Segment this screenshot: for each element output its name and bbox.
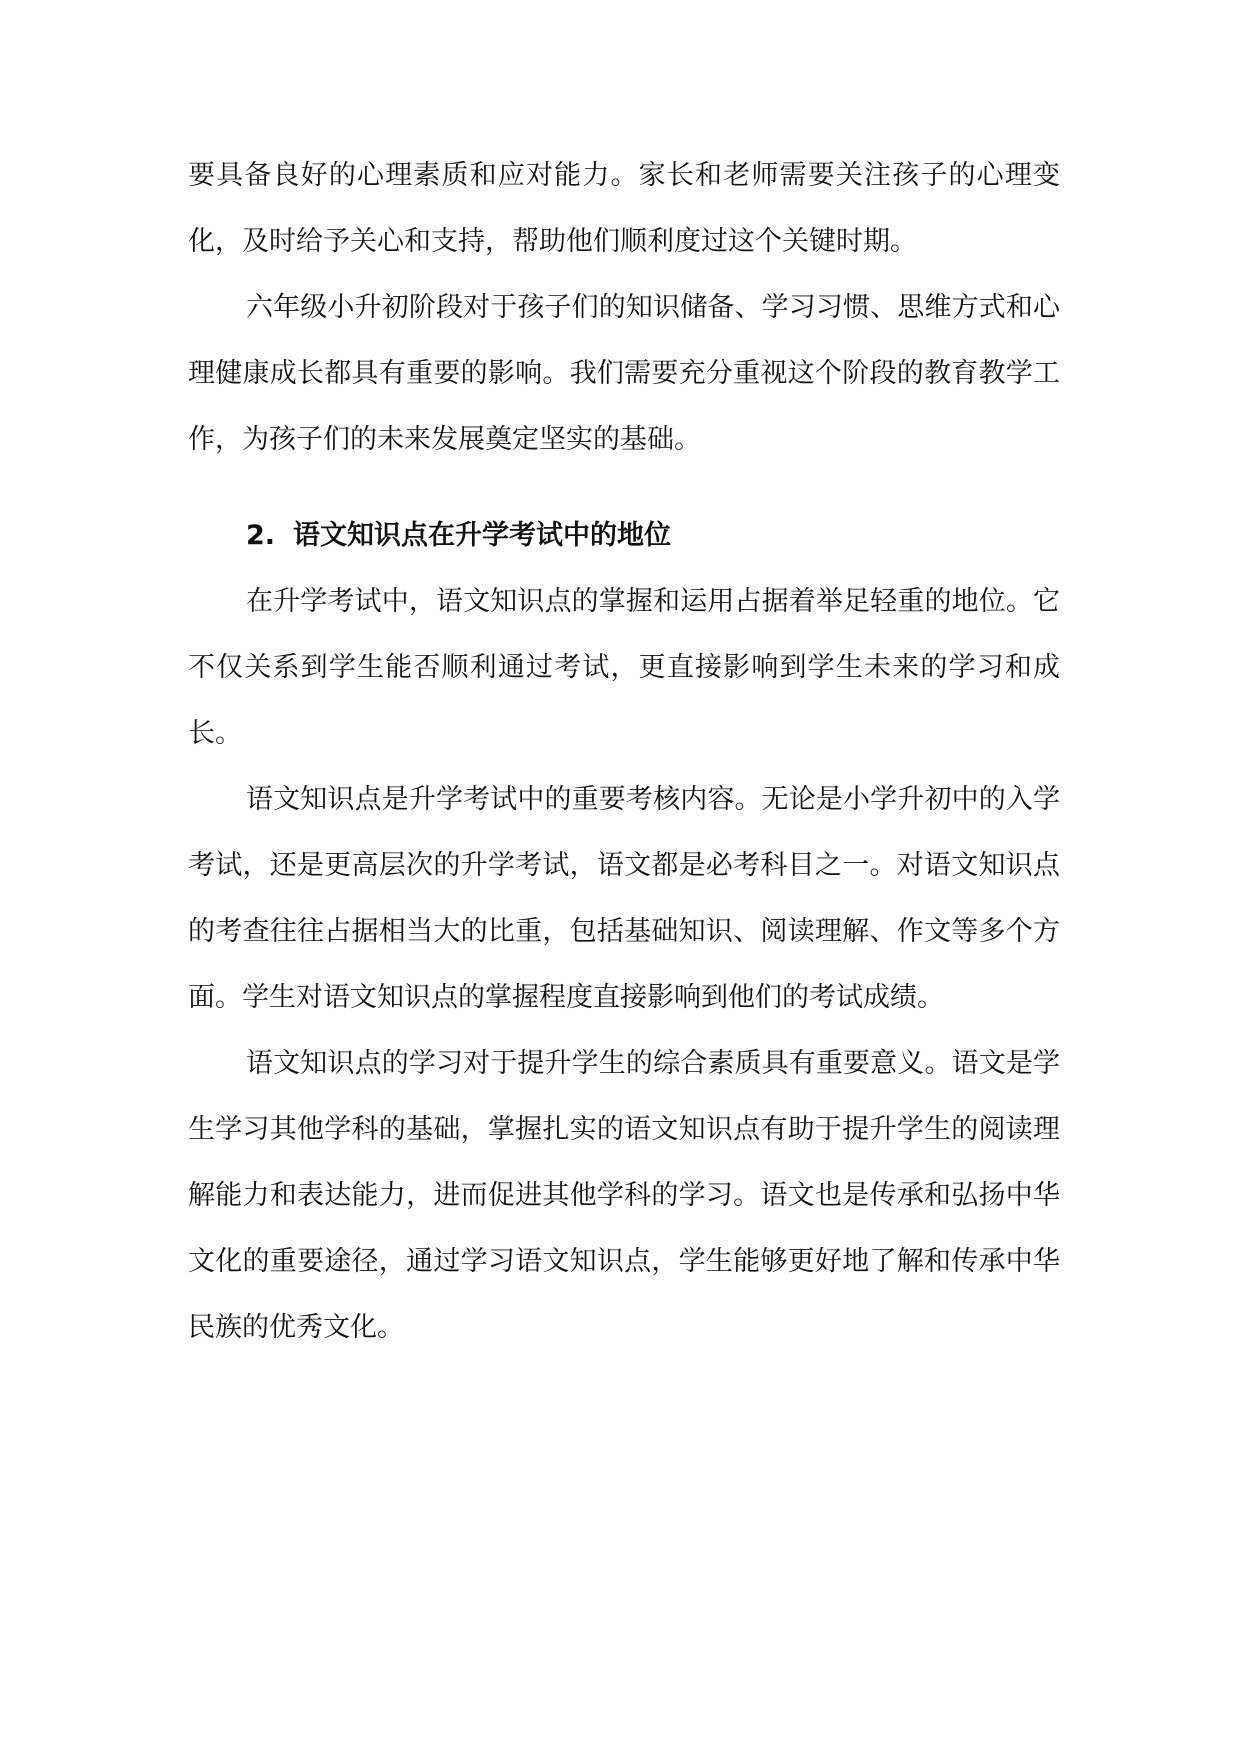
paragraph-intro: 在升学考试中，语文知识点的掌握和运用占据着举足轻重的地位。它不仅关系到学生能否顺利通过考试，更直接影响到学生未来的学习和成长。 xyxy=(188,586,1060,749)
paragraph-exam-content: 语文知识点是升学考试中的重要考核内容。无论是小学升初中的入学考试，还是更高层次的升学考试，语文都是必考科目之一。对语文知识点的考查往往占据相当大的比重，包括基础知识、阅读理解、作文等多个方面。学生对语文知识点的掌握程度直接影响到他们的考试成绩。 xyxy=(188,784,1060,1013)
section-title: 语文知识点在升学考试中的地位 xyxy=(293,520,672,551)
paragraph-summary: 六年级小升初阶段对于孩子们的知识储备、学习习惯、思维方式和心理健康成长都具有重要的影响。我们需要充分重视这个阶段的教育教学工作，为孩子们的未来发展奠定坚实的基础。 xyxy=(188,292,1060,455)
document-body xyxy=(188,143,1060,1361)
paragraph-continuation: 要具备良好的心理素质和应对能力。家长和老师需要关注孩子的心理变化，及时给予关心和支持，帮助他们顺利度过这个关键时期。 xyxy=(188,160,1060,257)
section-heading xyxy=(188,503,1060,569)
section-number: 2. xyxy=(246,520,276,551)
paragraph-overall-quality: 语文知识点的学习对于提升学生的综合素质具有重要意义。语文是学生学习其他学科的基础，掌握扎实的语文知识点有助于提升学生的阅读理解能力和表达能力，进而促进其他学科的学习。语文也是传承和弘扬中华文化的重要途径，通过学习语文知识点，学生能够更好地了解和传承中华民族的优秀文化。 xyxy=(188,1048,1060,1343)
